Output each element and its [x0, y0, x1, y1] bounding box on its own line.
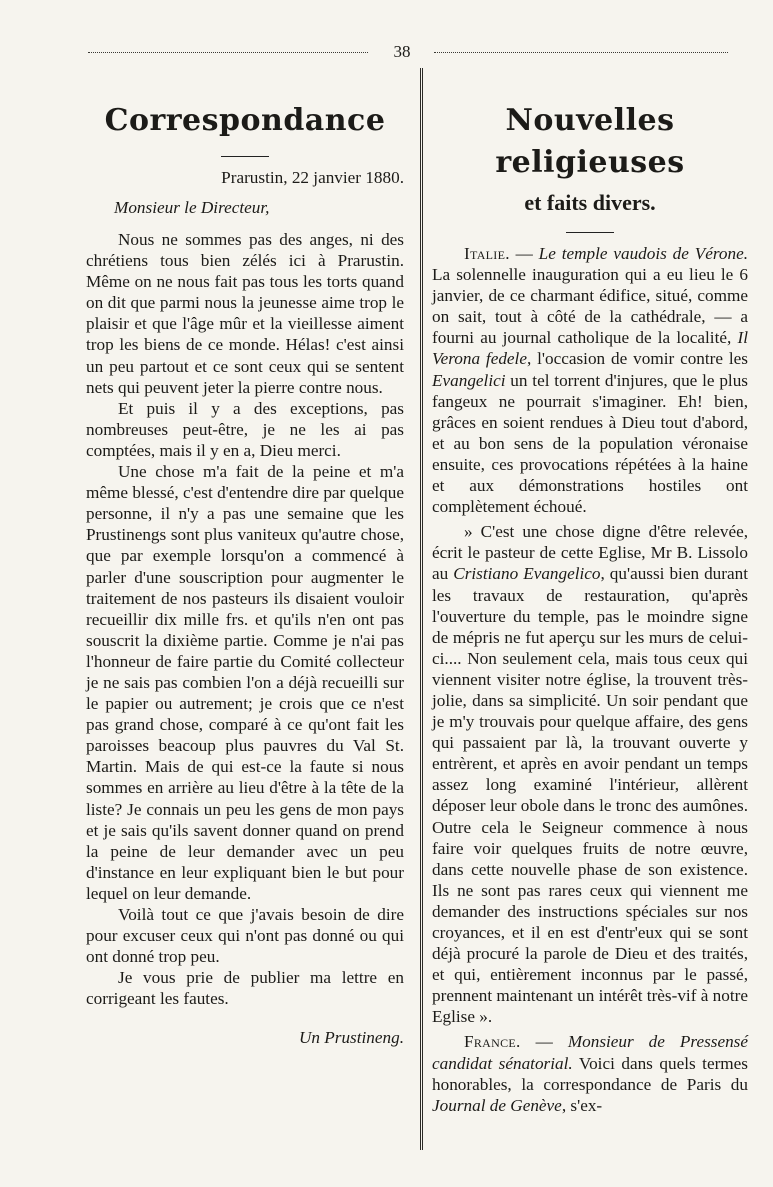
signature: Un Prustineng. [298, 1028, 404, 1048]
dateline: Prarustin, 22 janvier 1880. [221, 168, 404, 187]
item-text: , l'occasion de vomir contre les [526, 349, 748, 369]
page-number: 38 [393, 42, 411, 61]
letter-paragraph: Et puis il y a des exceptions, pas nombreuses peut-être, je ne les ai pas comptées, mais il y en a, Dieu merci. [86, 398, 404, 460]
section-heading-nouvelles: Nouvelles religieuses [495, 103, 685, 180]
journal-name: Il Verona fedele [432, 328, 748, 369]
item-text: La solennelle inauguration qui a eu lieu le 6 janvier, de ce charmant édifice, situé, comme on sait, tout à côté de la cathédrale, — a fourni au journal catholique de la localité, [432, 265, 748, 348]
column-divider [420, 68, 423, 1150]
running-head [88, 42, 728, 62]
letter-paragraph: Une chose m'a fait de la peine et m'a même blessé, c'est d'entendre dire par quelque personne, il n'y a pas une semaine que les Prustinengs sont plus vaniteux qu'autre chose, que par exemple lorsqu'on a commencé à parler d'une souscription pour augmenter le traitement de nos pasteurs ils disaient vouloir recueillir dix mille frs. et qu'ils n'en ont pas souscrit la dixième partie. Comme je n'ai pas l'honneur de faire partie du Comité collecteur je ne sais pas combien l'on a déjà recueilli sur le papier ou autrement; je crois que ce n'est pas grand chose, comparé à ce qu'ont fait les paroisses beacoup plus pauvres du Val St. Martin. Mais de qui est-ce la faute si nous sommes en arrière au lieu d'être à la tête de la liste? Je connais un peu les gens de mon pays et je sais qu'ils savent donner quand on prend la peine de leur demander avec un peu d'instance en leur expliquant bien le but pour lequel on leur demande. [86, 462, 404, 903]
quote-text: » C'est une chose digne d'être relevée, écrit le pasteur de cette Eglise, Mr B. Lissolo au [432, 522, 748, 584]
item-text: un tel torrent d'injures, que le plus fangeux ne pourrait s'imaginer. Eh! bien, grâces en soient rendues à Dieu tout d'abord, et au bon sens de la population véronaise ensuite, ces provocations répétées à la haine et aux démonstrations hostiles ont complètement échoué. [432, 370, 748, 517]
item-text: Voici dans quels termes honorables, la correspondance de Paris du [432, 1053, 748, 1094]
subheading-rule [566, 232, 614, 233]
news-item-quote [432, 521, 748, 1027]
header-rule-left [88, 52, 368, 53]
journal-name: Journal de Genève [432, 1095, 562, 1115]
item-text: , s'ex- [561, 1095, 603, 1115]
dash: — [520, 1032, 568, 1052]
country-label: France. [464, 1032, 521, 1052]
emphasized-word: Evangelici [432, 370, 506, 390]
item-title: Le temple vaudois de Vérone. [538, 244, 748, 263]
news-item-italie [432, 243, 748, 517]
section-subheading: et faits divers. [524, 190, 656, 215]
salutation: Monsieur le Directeur, [114, 198, 270, 217]
letter-paragraph: Nous ne sommes pas des anges, ni des chrétiens tous bien zélés ici à Prarustin. Même on ne nous fait pas tous les torts quand on dit que parmi nous la jeunesse aime trop le plaisir et que l'âge mûr et la vieillesse aiment trop les biens de ce monde. Hélas! c'est ainsi un peu partout et ce sont ceux qui se sentent nets qui peuvent jeter la pierre contre nous. [86, 230, 404, 397]
nouvelles-column [432, 72, 748, 1116]
quote-text: , qu'aussi bien durant les travaux de restauration, qu'après l'ouverture du temple, pas le moindre signe de mépris ne fut aperçu sur les murs de celui-ci.... Non seulement cela, mais tous ceux qui viennent visiter notre église, la trouvent très-jolie, dans sa simplicité. Un soir pendant que je m'y trouvais pour quelque affaire, des gens qui passaient par là, la trouvant ouverte y entrèrent, et après en avoir pendant un temps assez long examiné l'intérieur, allèrent déposer leur obole dans le tronc des aumônes. Outre cela le Seigneur commence à nous faire voir quelques fruits de notre œuvre, dans cette nouvelle phase de son existence. Ils ne sont pas rares ceux qui viennent me demander des instructions spéciales sur nos croyances, et il en est d'entr'eux qui se sont déjà procuré la parole de Dieu et des traités, et qui, entièrement inconnus par le passé, prennent maintenant un intérêt très-vif à notre Eglise ». [432, 564, 748, 1027]
header-rule-right [434, 52, 728, 53]
letter-paragraph: Je vous prie de publier ma lettre en corrigeant les fautes. [86, 968, 404, 1009]
section-heading-correspondance: Correspondance [104, 103, 386, 138]
journal-name: Cristiano Evangelico [453, 564, 601, 584]
heading-rule [221, 156, 269, 157]
news-item-france [432, 1031, 748, 1115]
item-title: Monsieur de Pressensé candidat sénatorial. [432, 1032, 748, 1073]
dash: — [509, 244, 539, 263]
correspondance-column [86, 72, 404, 1049]
country-label: Italie. [464, 244, 510, 263]
letter-paragraph: Voilà tout ce que j'avais besoin de dire pour excuser ceux qui n'ont pas donné ou qui ont donné trop peu. [86, 905, 404, 967]
